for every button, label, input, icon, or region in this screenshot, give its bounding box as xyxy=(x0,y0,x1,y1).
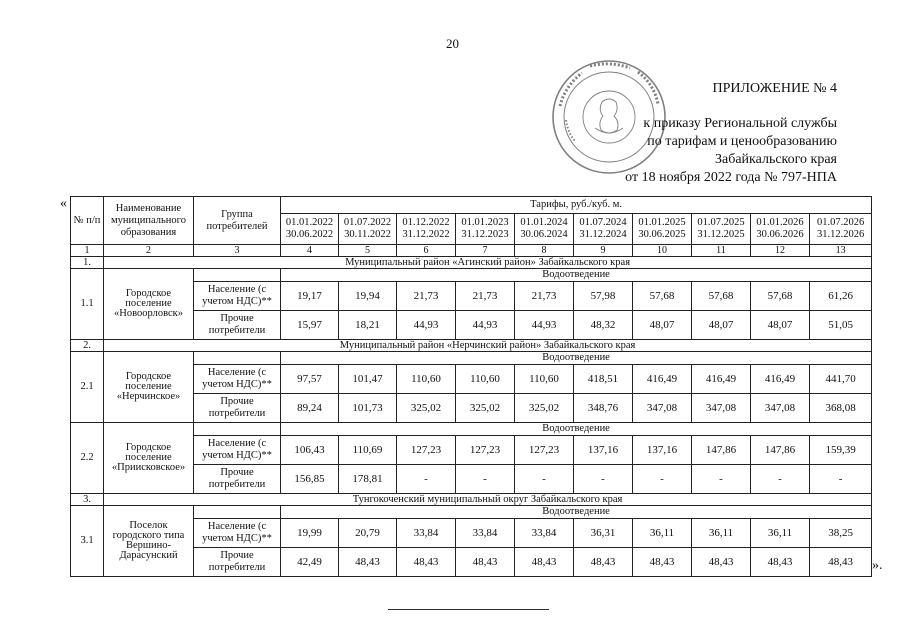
tariff-value: 57,68 xyxy=(692,282,751,311)
column-number: 12 xyxy=(751,245,810,257)
period-header xyxy=(751,214,810,245)
consumer-group: Население (с учетом НДС)** xyxy=(194,282,281,311)
tariff-value: 110,60 xyxy=(515,365,574,394)
tariff-value: 20,79 xyxy=(339,519,397,548)
tariff-value: 21,73 xyxy=(456,282,515,311)
service-row xyxy=(71,269,872,282)
entity-name: Городское поселение «Новоорловск» xyxy=(104,269,194,340)
tariff-value: - xyxy=(397,465,456,494)
tariff-value: 48,43 xyxy=(574,548,633,577)
service-spacer-cell xyxy=(194,269,281,282)
tariff-value: 48,43 xyxy=(692,548,751,577)
section-row xyxy=(71,494,872,506)
tariff-value: 48,43 xyxy=(339,548,397,577)
tariff-value: 19,99 xyxy=(281,519,339,548)
tariff-value: 44,93 xyxy=(397,311,456,340)
tariff-value: 178,81 xyxy=(339,465,397,494)
tariff-value: 147,86 xyxy=(692,436,751,465)
tariff-value: 347,08 xyxy=(692,394,751,423)
tariff-value: 325,02 xyxy=(397,394,456,423)
tariff-value: 33,84 xyxy=(515,519,574,548)
tariff-value: 156,85 xyxy=(281,465,339,494)
entity-name: Поселок городского типа Вершино-Дарасунский xyxy=(104,506,194,577)
section-row xyxy=(71,340,872,352)
period-header xyxy=(281,214,339,245)
tariff-value: 48,43 xyxy=(751,548,810,577)
tariff-value: 137,16 xyxy=(633,436,692,465)
consumer-group: Население (с учетом НДС)** xyxy=(194,519,281,548)
section-number: 2. xyxy=(71,340,104,352)
tariff-value: 106,43 xyxy=(281,436,339,465)
tariff-value: 44,93 xyxy=(456,311,515,340)
period-header xyxy=(339,214,397,245)
period-to: 30.06.2025 xyxy=(638,229,686,240)
tariff-value: 97,57 xyxy=(281,365,339,394)
section-number: 1. xyxy=(71,257,104,269)
tariff-value: 48,07 xyxy=(633,311,692,340)
tariff-value: 418,51 xyxy=(574,365,633,394)
tariff-value: 36,11 xyxy=(633,519,692,548)
tariff-value: 33,84 xyxy=(456,519,515,548)
tariff-value: 48,32 xyxy=(574,311,633,340)
tariff-value: 48,07 xyxy=(692,311,751,340)
period-header xyxy=(633,214,692,245)
tariff-value: 33,84 xyxy=(397,519,456,548)
tariff-value: 48,43 xyxy=(456,548,515,577)
service-spacer-cell xyxy=(194,423,281,436)
tariff-value: 18,21 xyxy=(339,311,397,340)
tariff-value: 15,97 xyxy=(281,311,339,340)
entity-name: Городское поселение «Нерчинское» xyxy=(104,352,194,423)
section-title: Муниципальный район «Агинский район» Забайкальского края xyxy=(104,257,872,269)
column-number: 9 xyxy=(574,245,633,257)
tariff-value: - xyxy=(751,465,810,494)
column-number: 5 xyxy=(339,245,397,257)
period-to: 30.11.2022 xyxy=(344,229,391,240)
period-from: 01.01.2022 xyxy=(285,217,334,228)
entity-number: 3.1 xyxy=(71,506,104,577)
consumer-group: Прочие потребители xyxy=(194,465,281,494)
column-number: 4 xyxy=(281,245,339,257)
table-header xyxy=(71,197,872,245)
column-number: 7 xyxy=(456,245,515,257)
tariff-value: 57,68 xyxy=(751,282,810,311)
header-tariffs: Тарифы, руб./куб. м. xyxy=(281,197,872,214)
tariff-value: 19,17 xyxy=(281,282,339,311)
tariff-value: 48,43 xyxy=(397,548,456,577)
column-number: 8 xyxy=(515,245,574,257)
consumer-group: Прочие потребители xyxy=(194,548,281,577)
period-from: 01.01.2024 xyxy=(520,217,568,228)
consumer-group: Прочие потребители xyxy=(194,394,281,423)
period-to: 31.12.2026 xyxy=(816,229,865,240)
tariff-value: 416,49 xyxy=(692,365,751,394)
tariff-value: 416,49 xyxy=(751,365,810,394)
tariff-value: 127,23 xyxy=(515,436,574,465)
tariff-value: 51,05 xyxy=(810,311,872,340)
period-from: 01.07.2026 xyxy=(816,217,865,228)
service-spacer-cell xyxy=(194,352,281,365)
period-from: 01.07.2022 xyxy=(343,217,392,228)
column-number: 10 xyxy=(633,245,692,257)
period-from: 01.01.2026 xyxy=(756,217,804,228)
header-group: Группа потребителей xyxy=(194,197,281,245)
appendix-heading xyxy=(625,80,837,187)
tariff-value: 325,02 xyxy=(515,394,574,423)
period-from: 01.07.2025 xyxy=(697,217,745,228)
consumer-group: Население (с учетом НДС)** xyxy=(194,365,281,394)
period-header xyxy=(456,214,515,245)
service-name: Водоотведение xyxy=(281,423,872,436)
heading-line-2: по тарифам и ценообразованию xyxy=(647,134,837,149)
service-row xyxy=(71,506,872,519)
period-to: 31.12.2024 xyxy=(579,229,627,240)
section-row xyxy=(71,257,872,269)
tariff-value: 110,69 xyxy=(339,436,397,465)
period-header xyxy=(515,214,574,245)
consumer-group: Прочие потребители xyxy=(194,311,281,340)
column-number: 13 xyxy=(810,245,872,257)
entity-number: 2.1 xyxy=(71,352,104,423)
tariff-value: 325,02 xyxy=(456,394,515,423)
tariff-value: - xyxy=(633,465,692,494)
closing-quote: ». xyxy=(872,558,883,573)
section-title: Тунгокоченский муниципальный округ Забайкальского края xyxy=(104,494,872,506)
period-to: 30.06.2022 xyxy=(285,229,334,240)
header-name: Наименование муниципального образования xyxy=(104,197,194,245)
service-row xyxy=(71,352,872,365)
column-number: 6 xyxy=(397,245,456,257)
section-number: 3. xyxy=(71,494,104,506)
column-number: 11 xyxy=(692,245,751,257)
tariff-value: 57,98 xyxy=(574,282,633,311)
service-name: Водоотведение xyxy=(281,269,872,282)
tariff-value: 110,60 xyxy=(397,365,456,394)
tariff-value: 36,11 xyxy=(751,519,810,548)
service-spacer-cell xyxy=(194,506,281,519)
tariff-value: - xyxy=(574,465,633,494)
tariff-value: - xyxy=(810,465,872,494)
tariff-value: 38,25 xyxy=(810,519,872,548)
column-numbers-row xyxy=(71,245,872,257)
tariff-value: 127,23 xyxy=(397,436,456,465)
tariff-value: 347,08 xyxy=(751,394,810,423)
tariff-value: 48,43 xyxy=(633,548,692,577)
column-number: 2 xyxy=(104,245,194,257)
appendix-title: ПРИЛОЖЕНИЕ № 4 xyxy=(712,81,837,96)
heading-line-1: к приказу Региональной службы xyxy=(643,116,837,131)
page-number: 20 xyxy=(446,36,459,51)
tariff-value: - xyxy=(692,465,751,494)
service-row xyxy=(71,423,872,436)
tariff-value: 101,73 xyxy=(339,394,397,423)
tariff-value: 36,31 xyxy=(574,519,633,548)
tariff-value: 36,11 xyxy=(692,519,751,548)
period-to: 31.12.2022 xyxy=(402,229,450,240)
period-header xyxy=(574,214,633,245)
tariff-value: - xyxy=(456,465,515,494)
tariff-value: 347,08 xyxy=(633,394,692,423)
header-num: № п/п xyxy=(71,197,104,245)
tariff-value: 416,49 xyxy=(633,365,692,394)
tariff-value: 21,73 xyxy=(397,282,456,311)
footnote-separator xyxy=(388,609,549,610)
period-from: 01.01.2025 xyxy=(638,217,686,228)
tariff-value: 127,23 xyxy=(456,436,515,465)
tariff-value: 48,07 xyxy=(751,311,810,340)
period-header xyxy=(397,214,456,245)
heading-line-3: Забайкальского края xyxy=(714,152,837,167)
tariff-value: 159,39 xyxy=(810,436,872,465)
tariff-value: 48,43 xyxy=(515,548,574,577)
tariff-value: 44,93 xyxy=(515,311,574,340)
tariff-value: 137,16 xyxy=(574,436,633,465)
entity-name: Городское поселение «Приисковское» xyxy=(104,423,194,494)
heading-line-4: от 18 ноября 2022 года № 797-НПА xyxy=(625,170,837,185)
period-to: 30.06.2024 xyxy=(520,229,568,240)
tariff-value: 48,43 xyxy=(810,548,872,577)
entity-number: 2.2 xyxy=(71,423,104,494)
period-header xyxy=(692,214,751,245)
tariff-value: 42,49 xyxy=(281,548,339,577)
period-to: 30.06.2026 xyxy=(756,229,804,240)
tariff-value: - xyxy=(515,465,574,494)
period-to: 31.12.2025 xyxy=(697,229,745,240)
service-name: Водоотведение xyxy=(281,352,872,365)
period-from: 01.12.2022 xyxy=(402,217,450,228)
tariff-value: 441,70 xyxy=(810,365,872,394)
tariff-value: 21,73 xyxy=(515,282,574,311)
tariff-value: 61,26 xyxy=(810,282,872,311)
tariff-value: 19,94 xyxy=(339,282,397,311)
table-body xyxy=(71,245,872,577)
tariffs-table xyxy=(70,196,872,577)
period-from: 01.07.2024 xyxy=(579,217,627,228)
column-number: 3 xyxy=(194,245,281,257)
period-header xyxy=(810,214,872,245)
tariff-value: 89,24 xyxy=(281,394,339,423)
tariff-value: 101,47 xyxy=(339,365,397,394)
tariff-value: 147,86 xyxy=(751,436,810,465)
entity-number: 1.1 xyxy=(71,269,104,340)
tariff-value: 57,68 xyxy=(633,282,692,311)
opening-quote: « xyxy=(60,196,67,211)
service-name: Водоотведение xyxy=(281,506,872,519)
column-number: 1 xyxy=(71,245,104,257)
tariff-value: 368,08 xyxy=(810,394,872,423)
section-title: Муниципальный район «Нерчинский район» Забайкальского края xyxy=(104,340,872,352)
tariff-value: 348,76 xyxy=(574,394,633,423)
tariff-value: 110,60 xyxy=(456,365,515,394)
period-to: 31.12.2023 xyxy=(461,229,509,240)
consumer-group: Население (с учетом НДС)** xyxy=(194,436,281,465)
period-from: 01.01.2023 xyxy=(461,217,509,228)
